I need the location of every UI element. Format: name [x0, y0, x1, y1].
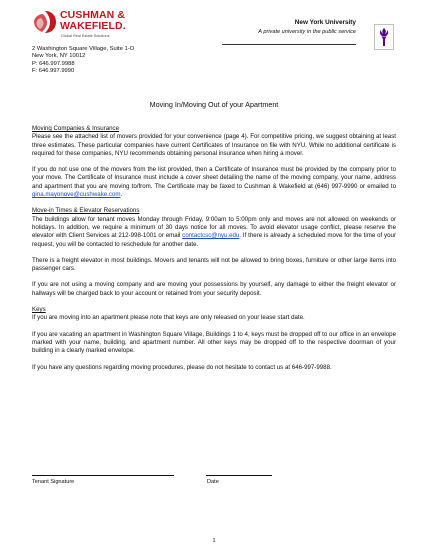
office-address: [32, 46, 134, 75]
page-title: Moving In/Moving Out of your Apartment: [149, 100, 279, 109]
email-link-gina[interactable]: gina.mayonove@cushwake.com: [32, 191, 121, 199]
cushman-wakefield-logo: [32, 9, 142, 45]
brand-tagline: Global Real Estate Solutions: [61, 34, 110, 38]
document-body: [32, 125, 396, 372]
paragraph-certificate-insurance: [32, 166, 396, 199]
address-line-fax: F: 646.997.9990: [32, 67, 75, 74]
university-tagline: A private university in the public service: [258, 29, 356, 35]
tenant-signature-label: Tenant Signature: [32, 479, 75, 485]
paragraph-freight-elevator: There is a freight elevator in most buildings. Movers and tenants will not be allowed to bring boxes, furniture or other large items into passenger cars.: [32, 256, 396, 273]
header-divider: [222, 44, 356, 45]
paragraph-keys-dropoff: If you are vacating an apartment in Washington Square Village, Buildings 1 to 4, keys must be dropped off to our office in an envelope marked with your name, building, and apartment number. All other keys may be dropped off to the respective doorman of your building in a clearly marked envelope.: [32, 330, 396, 355]
paragraph-certificate-text: If you do not use one of the movers from the list provided, then a Certificate of Insurance must be provided by the company prior to your move. The Certificate of Insurance must include a cover sheet detailing the name of the moving company, your name, address and apartment that you are moving to/from. The Certificate may be faxed to Cushman & Wakefield at (646) 997-9990 or emailed to: [32, 166, 396, 190]
address-line-city: New York, NY 10012: [32, 53, 86, 60]
email-link-contactcsc[interactable]: contactcsc@nyu.edu: [182, 232, 240, 240]
paragraph-certificate-end: .: [120, 191, 123, 199]
tenant-signature-line[interactable]: [32, 475, 174, 476]
paragraph-move-times-end: . If there is already a scheduled move for the time of your request, you will be contacted to reschedule for another date.: [32, 232, 396, 248]
nyu-torch-icon: [374, 24, 394, 50]
section-heading-moving-companies: Moving Companies & Insurance: [32, 125, 120, 132]
paragraph-keys-release: If you are moving into an apartment please note that keys are only released on your lease start date.: [32, 314, 305, 322]
address-line-street: 2 Washington Square Village, Suite 1-O: [32, 46, 135, 52]
university-header: [258, 19, 356, 35]
date-label: Date: [207, 479, 219, 485]
paragraph-self-move-damage: If you are not using a moving company and are moving your possessions by yourself, any damage to either the freight elevator or hallways will be charged back to your account or retained from your security deposit.: [32, 281, 396, 297]
paragraph-contact: If you have any questions regarding moving procedures, please do not hesitate to contact us at 646-997-9988.: [32, 363, 332, 371]
brand-name-line1: CUSHMAN &: [60, 9, 126, 21]
section-heading-keys: Keys: [32, 306, 46, 314]
paragraph-move-times-text: The buildings allow for tenant moves Monday through Friday, 9:00am to 5:00pm only and moves are not allowed on weekends or holidays. In addition, we require a minimum of 30 days notice for all moves. To avoid elevator usage conflict, please reserve the elevator with Client Services at 212-998-1001 or email: [32, 215, 396, 240]
section-heading-move-in-times: Move-in Times & Elevator Reservations: [32, 207, 140, 215]
paragraph-movers-list: Please see the attached list of movers provided for your convenience (page 4). For competitive pricing, we suggest obtaining at least three estimates. These particular companies have current Certificates of Insurance on file with NYU. While no additional certificate is required for these companies, NYU recommends obtaining personal insurance when hiring a mover.: [32, 133, 396, 157]
paragraph-move-times: [32, 216, 396, 249]
brand-name: [60, 10, 126, 32]
brand-name-line2: WAKEFIELD.: [60, 20, 126, 32]
brand-mark-icon: [32, 9, 58, 35]
university-name: New York University: [294, 19, 356, 26]
date-line[interactable]: [206, 475, 272, 476]
page-number: 1: [212, 538, 216, 544]
address-line-phone: P: 646.997.9988: [32, 60, 75, 67]
